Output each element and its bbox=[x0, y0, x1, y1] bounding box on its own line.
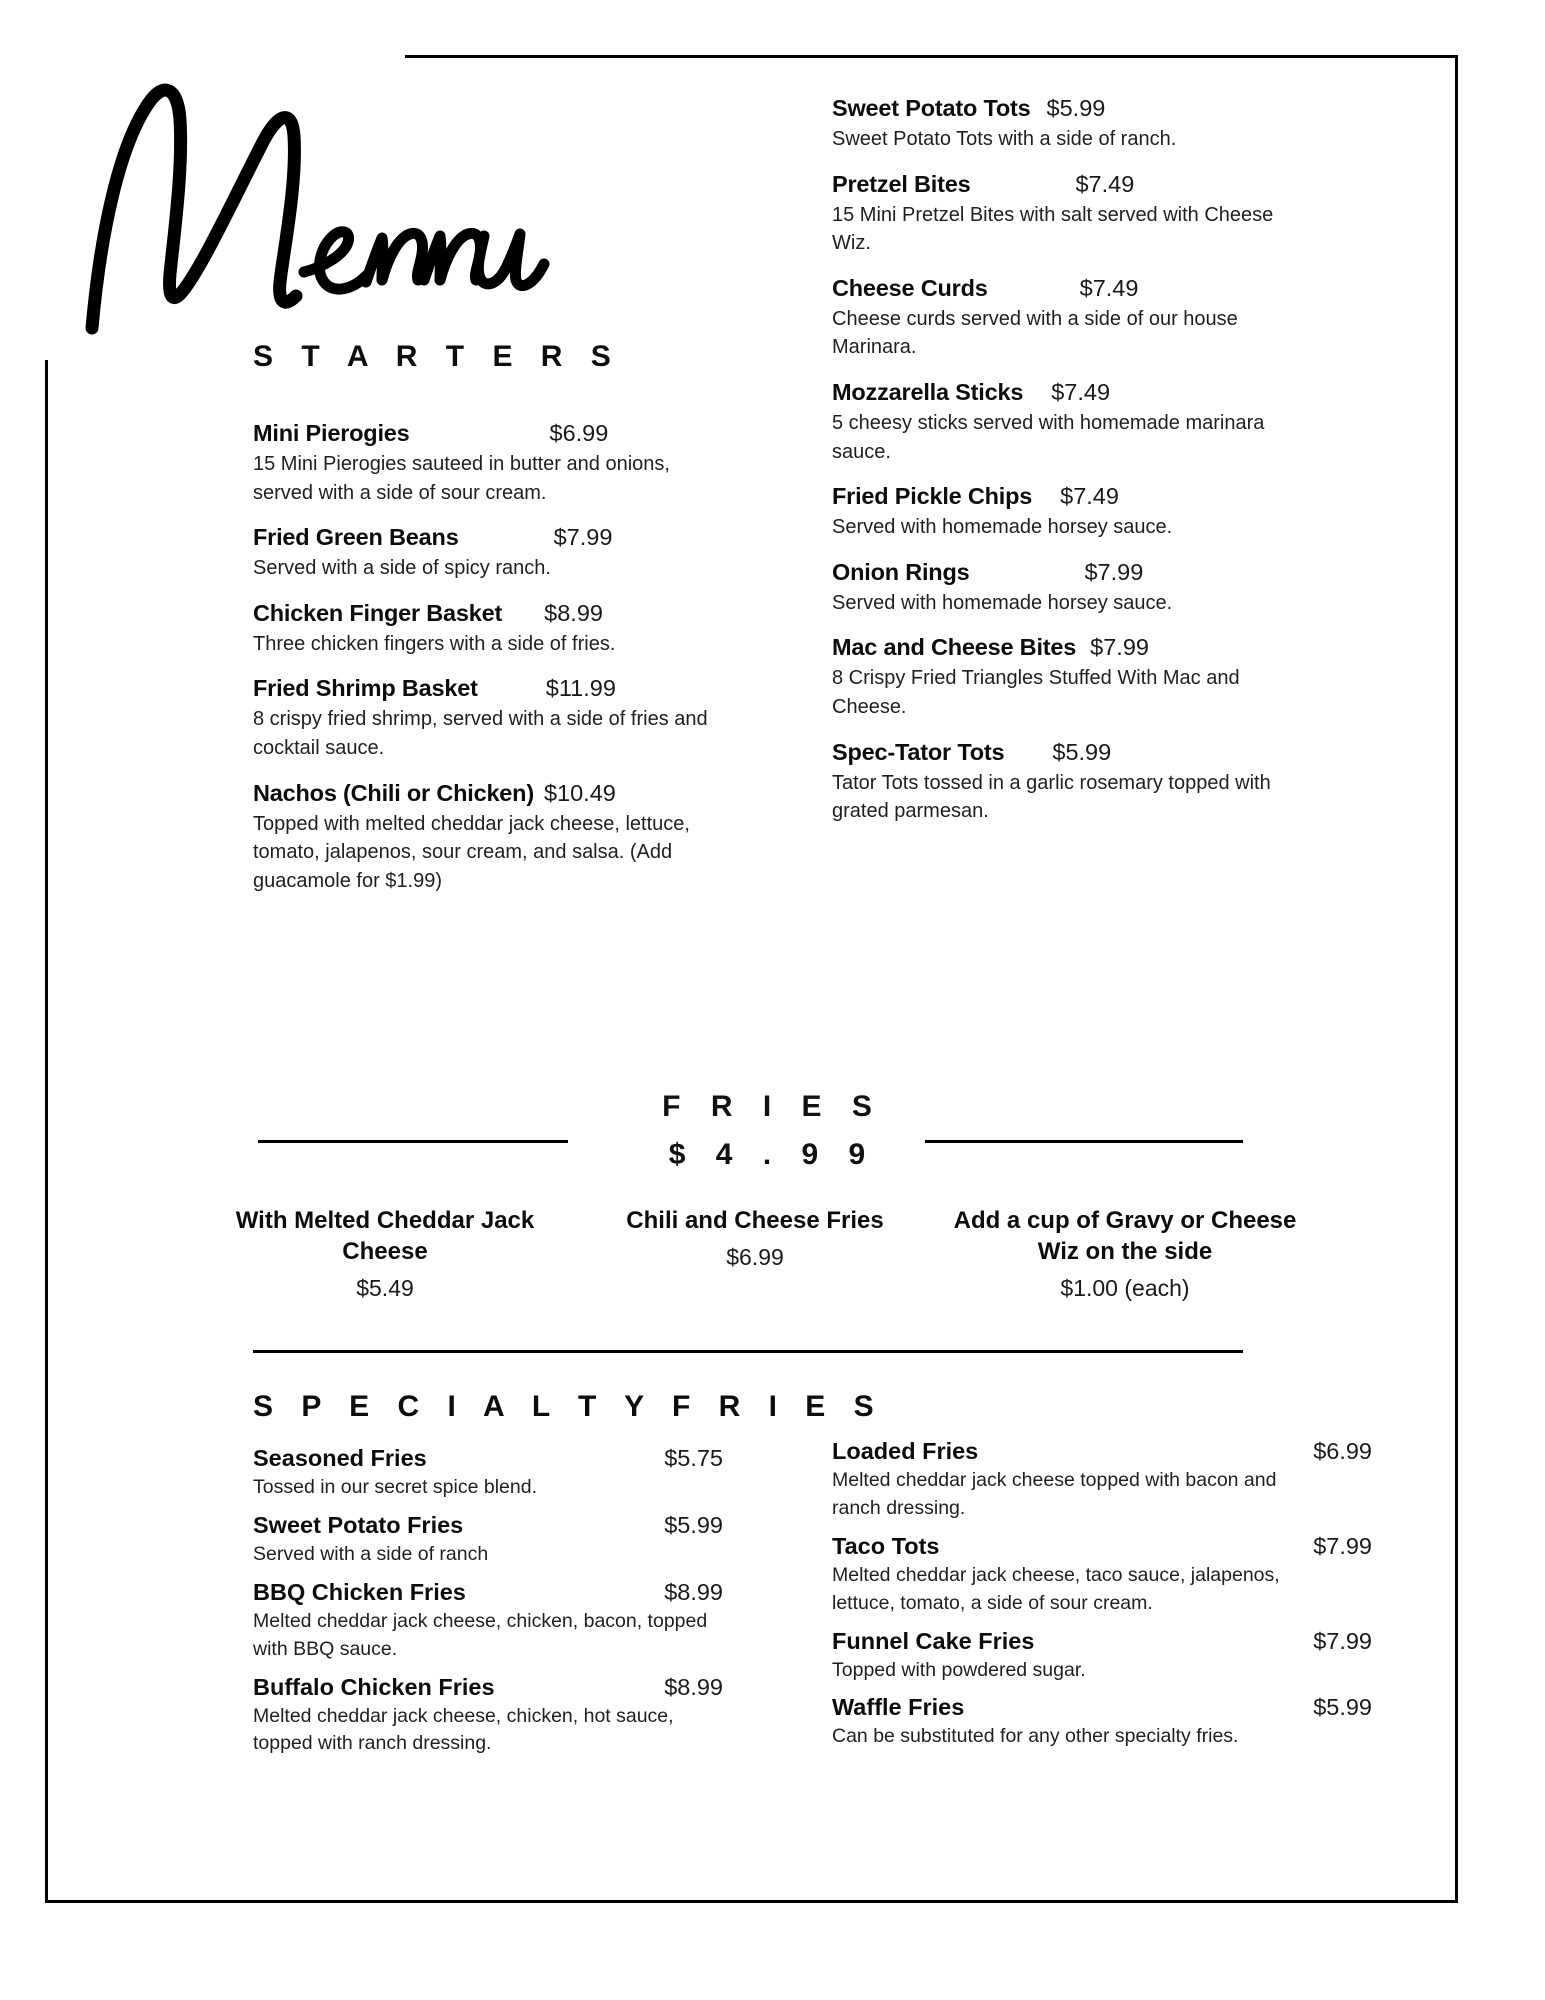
menu-item-price: $7.99 bbox=[1090, 634, 1149, 661]
menu-item-name: Mini Pierogies bbox=[253, 420, 410, 446]
menu-item-header bbox=[253, 524, 733, 551]
menu-item-description: Melted cheddar jack cheese, chicken, bacon, topped with BBQ sauce. bbox=[253, 1609, 708, 1660]
menu-item bbox=[832, 739, 1332, 826]
fries-option-title: Chili and Cheese Fries bbox=[626, 1207, 884, 1234]
menu-item bbox=[832, 1533, 1372, 1618]
menu-item-description: 8 Crispy Fried Triangles Stuffed With Mac and Cheese. bbox=[832, 667, 1240, 718]
menu-item-name: Loaded Fries bbox=[832, 1438, 979, 1464]
menu-item-description: Served with homemade horsey sauce. bbox=[832, 516, 1173, 539]
menu-item bbox=[832, 559, 1332, 618]
menu-item-price: $5.99 bbox=[1046, 95, 1106, 121]
menu-item-header bbox=[832, 1628, 1372, 1655]
menu-item-name: Sweet Potato Fries bbox=[253, 1511, 464, 1538]
menu-item bbox=[832, 1694, 1372, 1751]
menu-item-name: Taco Tots bbox=[832, 1532, 940, 1559]
menu-item-header bbox=[253, 420, 733, 447]
menu-item bbox=[253, 675, 733, 762]
section-title-starters: S T A R T E R S bbox=[253, 340, 621, 373]
menu-item-name: Fried Pickle Chips bbox=[832, 483, 1033, 510]
menu-item-description: 8 crispy fried shrimp, served with a side of fries and cocktail sauce. bbox=[253, 708, 708, 759]
menu-item-header bbox=[253, 1674, 723, 1701]
menu-item-name: Mozzarella Sticks bbox=[832, 378, 1024, 405]
menu-item bbox=[832, 634, 1332, 721]
menu-item bbox=[832, 379, 1332, 466]
menu-item-description: Served with homemade horsey sauce. bbox=[832, 591, 1173, 614]
section-title-specialty-fries: S P E C I A L T Y F R I E S bbox=[253, 1390, 884, 1423]
menu-item-header bbox=[832, 1438, 1372, 1465]
border-right bbox=[1455, 55, 1458, 1903]
menu-item-name: Cheese Curds bbox=[832, 274, 988, 301]
menu-item-description: Served with a side of ranch bbox=[253, 1542, 489, 1565]
menu-item-price: $11.99 bbox=[545, 675, 616, 702]
menu-item-price: $7.99 bbox=[1313, 1532, 1372, 1559]
menu-item-price: $7.99 bbox=[553, 524, 613, 551]
menu-item bbox=[832, 1628, 1372, 1685]
menu-item-price: $7.49 bbox=[1051, 378, 1111, 405]
specialty-left-column bbox=[253, 1445, 723, 1768]
menu-item-price: $7.49 bbox=[1060, 483, 1119, 510]
menu-item bbox=[253, 1445, 723, 1502]
menu-item-header bbox=[832, 483, 1332, 510]
menu-item bbox=[253, 600, 733, 659]
menu-item-name: Seasoned Fries bbox=[253, 1445, 427, 1471]
menu-item-price: $7.49 bbox=[1079, 274, 1139, 301]
menu-item-description: Melted cheddar jack cheese, taco sauce, jalapenos, lettuce, tomato, a side of sour cream. bbox=[832, 1563, 1280, 1614]
fries-option-price: $1.00 (each) bbox=[1060, 1275, 1190, 1302]
menu-item bbox=[253, 780, 733, 896]
menu-item-price: $7.49 bbox=[1075, 170, 1135, 197]
fries-option-title: Add a cup of Gravy or Cheese Wiz on the side bbox=[953, 1207, 1297, 1266]
menu-item-price: $7.99 bbox=[1313, 1627, 1372, 1654]
starters-left-column bbox=[253, 420, 733, 912]
fries-option-price: $5.49 bbox=[356, 1275, 414, 1302]
menu-item-description: Topped with melted cheddar jack cheese, lettuce, tomato, jalapenos, sour cream, and salsa. (Add guacamole for $1.99) bbox=[253, 812, 690, 892]
menu-item-header bbox=[832, 1533, 1372, 1560]
menu-script-logo bbox=[52, 58, 612, 348]
fries-base-price: $ 4 . 9 9 bbox=[668, 1138, 877, 1171]
menu-item-price: $8.99 bbox=[664, 1578, 723, 1605]
menu-item-description: Sweet Potato Tots with a side of ranch. bbox=[832, 128, 1177, 150]
menu-item-price: $7.99 bbox=[1084, 558, 1144, 585]
menu-item-name: Mac and Cheese Bites bbox=[832, 634, 1077, 661]
menu-item-header bbox=[253, 600, 733, 627]
menu-item bbox=[253, 524, 733, 583]
fries-options bbox=[200, 1205, 1310, 1302]
menu-item-price: $5.99 bbox=[664, 1511, 723, 1538]
menu-item-header bbox=[253, 675, 733, 702]
menu-item bbox=[832, 275, 1332, 362]
menu-item-description: 15 Mini Pretzel Bites with salt served with Cheese Wiz. bbox=[832, 203, 1274, 255]
menu-item-name: Buffalo Chicken Fries bbox=[253, 1673, 495, 1700]
menu-item-name: Sweet Potato Tots bbox=[832, 95, 1031, 121]
menu-item-price: $6.99 bbox=[1313, 1438, 1372, 1464]
border-bottom bbox=[45, 1900, 1458, 1903]
menu-item-description: Tator Tots tossed in a garlic rosemary topped with grated parmesan. bbox=[832, 771, 1271, 823]
menu-item-header bbox=[832, 739, 1332, 766]
menu-item-description: Three chicken fingers with a side of fries. bbox=[253, 632, 616, 655]
fries-option-price: $6.99 bbox=[726, 1244, 784, 1271]
menu-item-header bbox=[832, 95, 1332, 122]
menu-item-description: Served with a side of spicy ranch. bbox=[253, 557, 551, 580]
menu-item-description: Can be substituted for any other specialty fries. bbox=[832, 1725, 1239, 1748]
menu-item-name: Waffle Fries bbox=[832, 1694, 965, 1721]
menu-item-name: Onion Rings bbox=[832, 558, 970, 585]
menu-item-header bbox=[832, 559, 1332, 586]
menu-item-name: Pretzel Bites bbox=[832, 170, 971, 197]
menu-item-price: $10.49 bbox=[543, 779, 616, 806]
menu-item-description: 15 Mini Pierogies sauteed in butter and onions, served with a side of sour cream. bbox=[253, 453, 670, 504]
menu-item bbox=[832, 95, 1332, 154]
menu-item-header bbox=[832, 171, 1332, 198]
menu-item-name: Nachos (Chili or Chicken) bbox=[253, 779, 534, 806]
menu-item-name: Fried Shrimp Basket bbox=[253, 675, 478, 702]
menu-item-name: Chicken Finger Basket bbox=[253, 599, 503, 626]
menu-item-description: Topped with powdered sugar. bbox=[832, 1658, 1086, 1681]
menu-item-price: $5.99 bbox=[1052, 738, 1112, 765]
menu-item-description: Melted cheddar jack cheese topped with bacon and ranch dressing. bbox=[832, 1469, 1277, 1519]
menu-item bbox=[832, 171, 1332, 258]
specialty-right-column bbox=[832, 1438, 1372, 1761]
menu-item-header bbox=[253, 1512, 723, 1539]
fries-option-title: With Melted Cheddar Jack Cheese bbox=[235, 1207, 535, 1266]
menu-item-header bbox=[253, 780, 733, 807]
fries-option bbox=[200, 1205, 570, 1302]
menu-item-header bbox=[832, 379, 1332, 406]
menu-item-header bbox=[253, 1579, 723, 1606]
menu-item-description: 5 cheesy sticks served with homemade marinara sauce. bbox=[832, 411, 1265, 463]
fries-option bbox=[570, 1205, 940, 1302]
menu-item-name: Spec-Tator Tots bbox=[832, 738, 1005, 765]
fries-rule-left bbox=[258, 1140, 568, 1143]
menu-item-name: Funnel Cake Fries bbox=[832, 1627, 1035, 1654]
menu-item-price: $5.99 bbox=[1313, 1694, 1372, 1721]
fries-option bbox=[940, 1205, 1310, 1302]
menu-item-description: Tossed in our secret spice blend. bbox=[253, 1476, 537, 1498]
menu-item-header bbox=[832, 1694, 1372, 1721]
menu-item-price: $8.99 bbox=[664, 1673, 723, 1700]
menu-item-header bbox=[253, 1445, 723, 1472]
menu-item-description: Cheese curds served with a side of our house Marinara. bbox=[832, 307, 1238, 359]
fries-rule-right bbox=[925, 1140, 1243, 1143]
menu-item bbox=[253, 1579, 723, 1664]
menu-item bbox=[253, 420, 733, 507]
specialty-divider bbox=[253, 1350, 1243, 1353]
menu-item-description: Melted cheddar jack cheese, chicken, hot sauce, topped with ranch dressing. bbox=[253, 1704, 674, 1755]
menu-item bbox=[253, 1512, 723, 1569]
menu-item-price: $6.99 bbox=[549, 420, 609, 446]
starters-right-column bbox=[832, 95, 1332, 843]
menu-item-price: $5.75 bbox=[664, 1445, 723, 1471]
menu-item-price: $8.99 bbox=[544, 599, 603, 626]
menu-item-header bbox=[832, 634, 1332, 661]
menu-item bbox=[832, 1438, 1372, 1523]
section-title-fries: F R I E S bbox=[662, 1090, 883, 1123]
menu-item bbox=[832, 483, 1332, 542]
menu-item-name: Fried Green Beans bbox=[253, 524, 459, 551]
menu-item bbox=[253, 1674, 723, 1759]
menu-item-header bbox=[832, 275, 1332, 302]
menu-item-name: BBQ Chicken Fries bbox=[253, 1578, 466, 1605]
